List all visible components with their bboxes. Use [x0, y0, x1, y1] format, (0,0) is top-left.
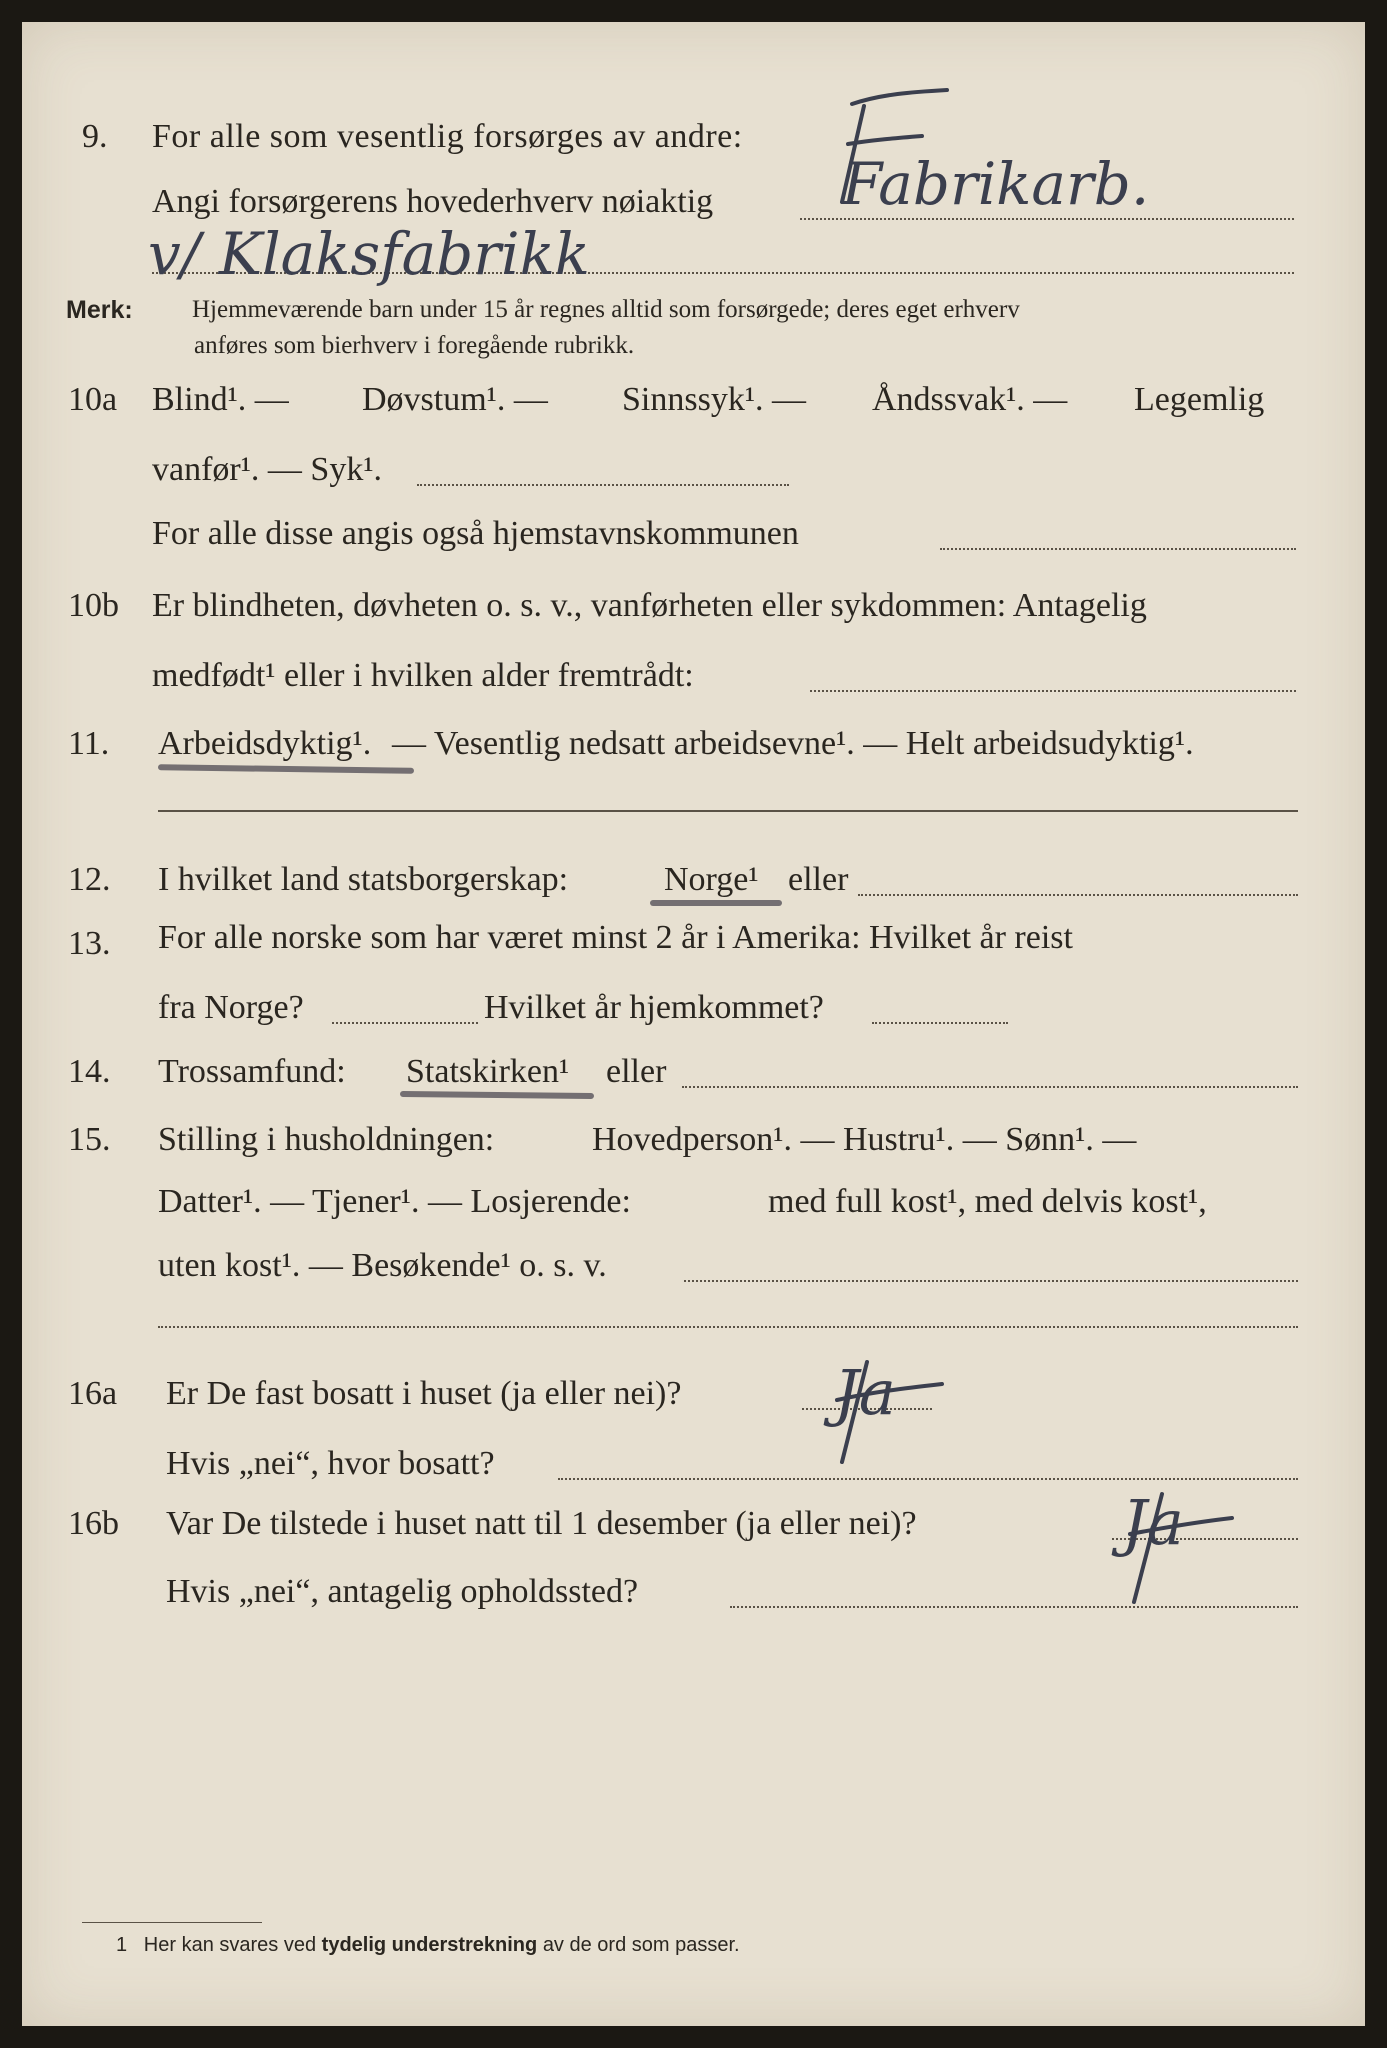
q12-suffix: eller — [788, 861, 849, 898]
q11-number: 11. — [68, 725, 110, 762]
footnote-text-a: Her kan svares ved — [143, 1934, 317, 1956]
q16b-line2: Hvis „nei“, antagelig opholdssted? — [166, 1573, 639, 1610]
q16a-handwriting: Ja — [834, 1356, 896, 1429]
q13-number: 13. — [68, 925, 111, 962]
q10a-dovstum: Døvstum¹. — — [362, 381, 548, 418]
q10a-line3: For alle disse angis også hjemstavnskommunen — [152, 515, 799, 552]
q15-line2b: med full kost¹, med delvis kost¹, — [768, 1183, 1207, 1220]
census-form-page — [22, 22, 1365, 2026]
q10a-line2: vanfør¹. — Syk¹. — [152, 451, 383, 488]
q10a-sinnssyk: Sinnssyk¹. — — [622, 381, 807, 418]
q15-line2a: Datter¹. — Tjener¹. — Losjerende: — [158, 1183, 631, 1220]
q9-handwriting: Fabrikarb. — [842, 150, 1150, 218]
q12-number: 12. — [68, 861, 111, 898]
merk-line1: Hjemmeværende barn under 15 år regnes alltid som forsørgede; deres eget erhverv — [192, 296, 1020, 323]
q10a-number: 10a — [68, 381, 118, 418]
merk-label: Merk: — [66, 296, 133, 324]
q16a-line2: Hvis „nei“, hvor bosatt? — [166, 1445, 495, 1482]
q16a-number: 16a — [68, 1375, 118, 1412]
q13-line2b: Hvilket år hjemkommet? — [484, 989, 824, 1026]
footnote-text-c: av de ord som passer. — [542, 1934, 740, 1956]
q10b-line1: Er blindheten, døvheten o. s. v., vanførheten eller sykdommen: Antagelig — [152, 587, 1147, 624]
q10a-legemlig: Legemlig — [1134, 381, 1265, 418]
q15-number: 15. — [68, 1121, 111, 1158]
q10b-line2: medfødt¹ eller i hvilken alder fremtrådt: — [152, 657, 694, 694]
q13-line2a: fra Norge? — [158, 989, 304, 1026]
q14-suffix: eller — [606, 1053, 667, 1090]
q16b-line1: Var De tilstede i huset natt til 1 desember (ja eller nei)? — [166, 1505, 917, 1542]
q14-answer-statskirken: Statskirken¹ — [406, 1053, 570, 1090]
q15-line1a: Stilling i husholdningen: — [158, 1121, 495, 1158]
merk-line2: anføres som bierhverv i foregående rubrikk. — [194, 332, 635, 359]
q11-other-options: — Vesentlig nedsatt arbeidsevne¹. — Helt arbeidsudyktig¹. — [392, 725, 1194, 762]
q13-line1: For alle norske som har været minst 2 år i Amerika: Hvilket år reist — [158, 919, 1073, 956]
handwriting-layer — [22, 22, 1365, 2026]
q15-line3: uten kost¹. — Besøkende¹ o. s. v. — [158, 1247, 607, 1284]
q12-prefix: I hvilket land statsborgerskap: — [158, 861, 569, 898]
q11-option-arbeidsdyktig: Arbeidsdyktig¹. — [158, 725, 372, 762]
q9-line1: For alle som vesentlig forsørges av andre: — [152, 118, 743, 155]
q14-prefix: Trossamfund: — [158, 1053, 346, 1090]
q16a-line1: Er De fast bosatt i huset (ja eller nei)? — [166, 1375, 682, 1412]
footnote-text-b: tydelig understrekning — [321, 1934, 538, 1956]
q14-number: 14. — [68, 1053, 111, 1090]
q10b-number: 10b — [68, 587, 119, 624]
q9-handwriting-2: v/ Klaksfabrikk — [148, 220, 590, 288]
q15-line1b: Hovedperson¹. — Hustru¹. — Sønn¹. — — [592, 1121, 1137, 1158]
q16b-handwriting: Ja — [1122, 1486, 1184, 1559]
q16b-number: 16b — [68, 1505, 119, 1542]
q10a-andssvak: Åndssvak¹. — — [872, 381, 1068, 418]
q12-answer-norge: Norge¹ — [664, 861, 759, 898]
footnote-mark: 1 — [116, 1934, 128, 1956]
q9-line2: Angi forsørgerens hovederhverv nøiaktig — [152, 183, 714, 220]
q10a-blind: Blind¹. — — [152, 381, 289, 418]
q9-number: 9. — [82, 118, 108, 155]
